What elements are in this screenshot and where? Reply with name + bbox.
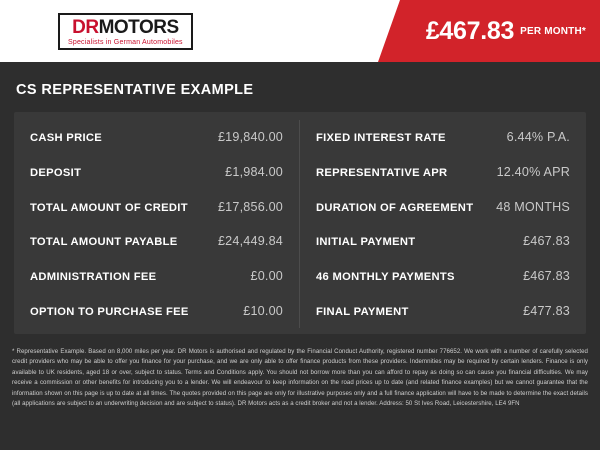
row-label: TOTAL AMOUNT PAYABLE <box>30 236 178 249</box>
title-bar <box>0 62 600 112</box>
page-header <box>0 0 600 62</box>
table-row <box>316 229 570 253</box>
row-value: £0.00 <box>250 268 283 283</box>
finance-column-left <box>14 120 300 328</box>
row-label: DEPOSIT <box>30 166 82 179</box>
row-label: FINAL PAYMENT <box>316 305 409 318</box>
row-label: CASH PRICE <box>30 132 102 145</box>
table-row <box>30 195 283 219</box>
table-row <box>30 125 283 149</box>
row-value: £19,840.00 <box>217 130 283 145</box>
monthly-price-banner <box>400 0 600 62</box>
logo-suffix: MOTORS <box>98 16 179 38</box>
logo-tagline: Specialists in German Automobiles <box>68 38 183 46</box>
finance-details-panel <box>14 112 586 334</box>
finance-column-right <box>300 120 586 328</box>
table-row <box>30 229 283 253</box>
representative-example-footnote: * Representative Example. Based on 8,000 miles per year. DR Motors is authorised and regulated by the Financial Conduct Authority, registered number 776652. We work with a number of carefully selected credit providers who may be able to offer you finance for your purchase, and we are only able to offer finance products from these providers. Indemnities may be required by certain lenders. Finance is only available to UK residents, aged 18 or over, subject to status. Terms and Conditions apply. You should not borrow more than you can afford to repay as doing so can cause you financial difficulties. We may receive a commission or other benefits for introducing you to a lender. We will endeavour to keep information on the road prices up to date (and related finance examples) but we cannot guarantee that the information shown on this page is up to date at all times. The quotes provided on this page are only for illustrative purposes only and a full finance application will have to be made to determine the exact details (all applications are subject to an underwriting decision and are subject to status). DR Motors acts as a credit broker and not a lender. Address: 50 St Ives Road, Leicestershire, LE4 9FN <box>12 348 588 408</box>
table-row <box>30 264 283 288</box>
table-row <box>316 264 570 288</box>
header-spacer <box>193 0 400 62</box>
row-label: OPTION TO PURCHASE FEE <box>30 305 189 318</box>
row-label: 46 MONTHLY PAYMENTS <box>316 270 455 283</box>
row-value: £467.83 <box>523 268 570 283</box>
row-value: £467.83 <box>523 234 570 249</box>
table-row <box>316 299 570 323</box>
row-label: FIXED INTEREST RATE <box>316 132 446 145</box>
row-label: INITIAL PAYMENT <box>316 236 416 249</box>
table-row <box>30 160 283 184</box>
monthly-price-period: PER MONTH* <box>520 25 586 37</box>
row-value: £24,449.84 <box>217 234 283 249</box>
table-row <box>316 125 570 149</box>
page-title: CS REPRESENTATIVE EXAMPLE <box>16 82 254 98</box>
row-value: £10.00 <box>243 303 283 318</box>
row-label: DURATION OF AGREEMENT <box>316 201 474 214</box>
table-row <box>316 195 570 219</box>
row-value: £1,984.00 <box>225 164 283 179</box>
logo-prefix: DR <box>72 16 99 38</box>
row-value: £477.83 <box>523 303 570 318</box>
table-row <box>30 299 283 323</box>
dr-motors-logo <box>58 13 193 50</box>
monthly-price-amount: £467.83 <box>425 16 515 45</box>
row-label: REPRESENTATIVE APR <box>316 166 448 179</box>
row-value: 48 MONTHS <box>496 199 570 214</box>
table-row <box>316 160 570 184</box>
row-label: ADMINISTRATION FEE <box>30 270 157 283</box>
row-value: 12.40% APR <box>496 164 570 179</box>
logo-wordmark <box>68 18 183 37</box>
row-label: TOTAL AMOUNT OF CREDIT <box>30 201 188 214</box>
row-value: £17,856.00 <box>217 199 283 214</box>
logo-area <box>0 0 193 62</box>
row-value: 6.44% P.A. <box>506 130 570 145</box>
